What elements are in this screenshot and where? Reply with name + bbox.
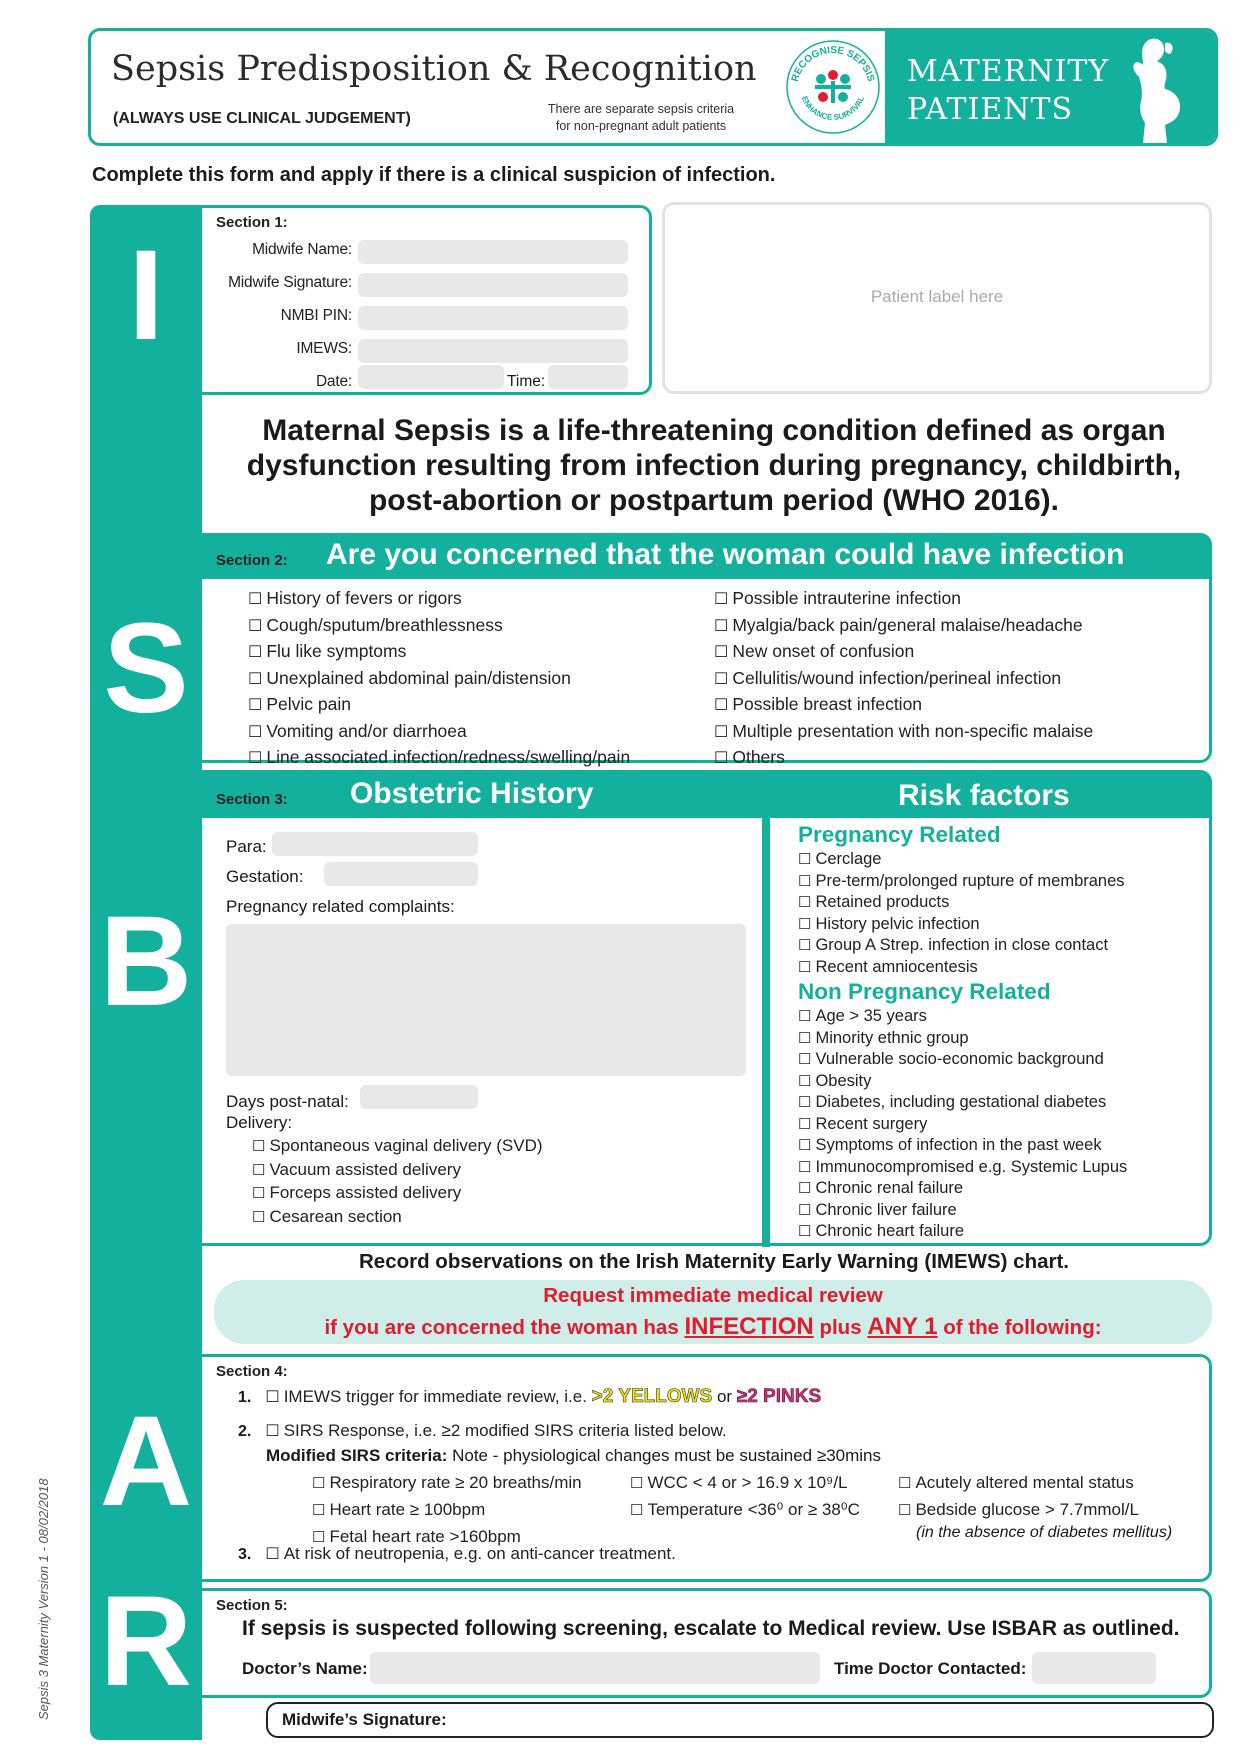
section4-label: Section 4: [216, 1363, 288, 1380]
sirs-response-check[interactable]: ☐ SIRS Response, i.e. ≥2 modified SIRS criteria listed below. [265, 1421, 726, 1440]
diabetes-note: (in the absence of diabetes mellitus) [916, 1524, 1173, 1541]
infection-check-item[interactable]: ☐ Possible breast infection [714, 692, 1093, 719]
section5-label: Section 5: [216, 1597, 288, 1614]
risk-factor-item[interactable]: ☐ Obesity [798, 1071, 1127, 1093]
alert-infection: INFECTION [684, 1313, 814, 1340]
section2-box [202, 533, 1212, 767]
pregnancy-related-heading: Pregnancy Related [798, 822, 1001, 847]
infection-check-item[interactable]: ☐ New onset of confusion [714, 639, 1093, 666]
alert-any-one: ANY 1 [867, 1313, 938, 1340]
para-field[interactable] [272, 832, 478, 856]
alert-line1: Request immediate medical review [543, 1284, 883, 1307]
pregnant-woman-icon [1113, 33, 1193, 145]
neutropenia-check[interactable]: ☐ At risk of neutropenia, e.g. on anti-cancer treatment. [265, 1544, 676, 1563]
date-field[interactable] [358, 365, 504, 389]
risk-factor-item[interactable]: ☐ Vulnerable socio-economic background [798, 1049, 1127, 1071]
criterion-3: 3.☐ At risk of neutropenia, e.g. on anti-cancer treatment. [238, 1542, 676, 1568]
gestation-label: Gestation: [226, 867, 304, 886]
recognise-sepsis-logo [783, 37, 883, 137]
time-field[interactable] [548, 365, 628, 389]
intro-instruction: Complete this form and apply if there is a clinical suspicion of infection. [92, 164, 776, 186]
risk-factor-item[interactable]: ☐ History pelvic infection [798, 914, 1127, 936]
risk-factor-item[interactable]: ☐ Chronic liver failure [798, 1200, 1127, 1222]
time-label: Time: [507, 373, 546, 390]
section3-divider [762, 817, 770, 1247]
alert-line2: if you are concerned the woman has INFECTION plus ANY 1 of the following: [324, 1313, 1102, 1340]
doctor-name-field[interactable] [370, 1652, 820, 1684]
definition-line3: post-abortion or postpartum period (WHO 2016). [368, 484, 1059, 517]
sirs-criterion[interactable]: ☐ Bedside glucose > 7.7mmol/L [898, 1497, 1172, 1524]
infection-check-item[interactable]: ☐ Vomiting and/or diarrhoea [248, 719, 630, 746]
infection-check-item[interactable]: ☐ Line associated infection/redness/swelling/pain [248, 745, 630, 772]
days-postnatal-label: Days post-natal: [226, 1092, 349, 1111]
midwife-name-field[interactable] [358, 240, 628, 264]
delivery-option[interactable]: ☐ Cesarean section [252, 1206, 543, 1230]
imews-trigger-check[interactable]: ☐ IMEWS trigger for immediate review, i.e. [265, 1387, 591, 1406]
maternity-label-line2: PATIENTS [907, 92, 1074, 127]
maternal-sepsis-definition [204, 413, 1224, 518]
section4-box [202, 1354, 1212, 1582]
header [88, 28, 1218, 146]
isbar-letter-a: A [99, 1390, 193, 1533]
infection-check-item[interactable]: ☐ Flu like symptoms [248, 639, 630, 666]
risk-factors-list [798, 821, 1127, 1243]
midwife-name-label: Midwife Name: [252, 241, 352, 258]
definition-line1: Maternal Sepsis is a life-threatening condition defined as organ [262, 414, 1166, 447]
form-title: Sepsis Predisposition & Recognition [111, 49, 757, 89]
sirs-criterion[interactable]: ☐ Respiratory rate ≥ 20 breaths/min [312, 1470, 582, 1497]
isbar-letter-i: I [128, 224, 164, 367]
risk-factor-item[interactable]: ☐ Diabetes, including gestational diabetes [798, 1092, 1127, 1114]
midwife-signature-box[interactable] [266, 1702, 1214, 1738]
delivery-option[interactable]: ☐ Vacuum assisted delivery [252, 1159, 543, 1183]
separate-criteria-note [531, 101, 751, 135]
nmbi-pin-field[interactable] [358, 306, 628, 330]
definition-line2: dysfunction resulting from infection during pregnancy, childbirth, [246, 449, 1182, 482]
sirs-col-2 [630, 1470, 860, 1524]
criterion-2: 2.☐ SIRS Response, i.e. ≥2 modified SIRS criteria listed below. [238, 1419, 727, 1445]
sirs-criterion[interactable]: ☐ Acutely altered mental status [898, 1470, 1172, 1497]
record-observations-note: Record observations on the Irish Maternity Early Warning (IMEWS) chart. [358, 1250, 1070, 1273]
section2-title: Are you concerned that the woman could have infection [326, 538, 1125, 571]
days-postnatal-field[interactable] [360, 1085, 478, 1109]
separate-criteria-line2: for non-pregnant adult patients [555, 119, 727, 133]
infection-signs-left [248, 586, 630, 772]
sirs-criterion[interactable]: ☐ WCC < 4 or > 16.9 x 10⁹/L [630, 1470, 860, 1497]
logo-text-bottom: ENHANCE SURVIVAL [799, 94, 867, 123]
risk-factors-title: Risk factors [898, 779, 1070, 812]
delivery-option[interactable]: ☐ Forceps assisted delivery [252, 1182, 543, 1206]
section1-label: Section 1: [216, 214, 288, 231]
sirs-col-3 [898, 1470, 1172, 1542]
maternity-panel [885, 31, 1218, 146]
infection-check-item[interactable]: ☐ Pelvic pain [248, 692, 630, 719]
section2-label: Section 2: [216, 552, 288, 569]
gestation-field[interactable] [324, 862, 478, 886]
infection-check-item[interactable]: ☐ Others [714, 745, 1093, 772]
yellows-text: >2 YELLOWS [591, 1386, 713, 1407]
sirs-col-1 [312, 1470, 582, 1551]
doctor-name-label: Doctor’s Name: [242, 1659, 368, 1678]
section5-box [202, 1588, 1212, 1698]
date-label: Date: [315, 373, 352, 390]
non-pregnancy-related-heading: Non Pregnancy Related [798, 979, 1051, 1004]
isbar-letter-s: S [103, 597, 189, 740]
infection-check-item[interactable]: ☐ Cellulitis/wound infection/perineal infection [714, 666, 1093, 693]
imews-field[interactable] [358, 339, 628, 363]
risk-factor-item[interactable]: ☐ Recent surgery [798, 1114, 1127, 1136]
risk-factor-item[interactable]: ☐ Chronic heart failure [798, 1221, 1127, 1243]
logo-text-top: RECOGNISE SEPSIS [789, 44, 877, 83]
infection-check-item[interactable]: ☐ Possible intrauterine infection [714, 586, 1093, 613]
patient-label-placeholder: Patient label here [870, 287, 1004, 306]
infection-check-item[interactable]: ☐ Unexplained abdominal pain/distension [248, 666, 630, 693]
risk-factor-item[interactable]: ☐ Age > 35 years [798, 1006, 1127, 1028]
infection-check-item[interactable]: ☐ Cough/sputum/breathlessness [248, 613, 630, 640]
para-label: Para: [226, 837, 267, 856]
complaints-label: Pregnancy related complaints: [226, 897, 455, 916]
criterion-1: 1.☐ IMEWS trigger for immediate review, i.e. >2 YELLOWS or ≥2 PINKS [238, 1385, 821, 1411]
risk-factor-item[interactable]: ☐ Minority ethnic group [798, 1028, 1127, 1050]
modified-sirs-criteria: Modified SIRS criteria: Note - physiological changes must be sustained ≥30mins [266, 1446, 881, 1465]
risk-factor-item[interactable]: ☐ Cerclage [798, 849, 1127, 871]
isbar-letter-r: R [99, 1570, 193, 1713]
midwife-signature-field[interactable] [358, 273, 628, 297]
midwife-signature-label-footer: Midwife’s Signature: [282, 1710, 447, 1729]
medical-review-alert [214, 1280, 1212, 1344]
complaints-field[interactable] [226, 924, 746, 1076]
obstetric-history-title: Obstetric History [350, 777, 594, 810]
separate-criteria-line1: There are separate sepsis criteria [547, 102, 735, 116]
patient-label-box[interactable] [662, 202, 1212, 394]
section3-box [202, 770, 1212, 1246]
time-doctor-contacted-label: Time Doctor Contacted: [834, 1659, 1027, 1678]
risk-factor-item[interactable]: ☐ Retained products [798, 892, 1127, 914]
delivery-option[interactable]: ☐ Spontaneous vaginal delivery (SVD) [252, 1135, 543, 1159]
maternity-label-line1: MATERNITY [907, 54, 1110, 89]
risk-factor-item[interactable]: ☐ Immunocompromised e.g. Systemic Lupus [798, 1157, 1127, 1179]
logo-figures-icon [815, 70, 851, 103]
infection-check-item[interactable]: ☐ History of fevers or rigors [248, 586, 630, 613]
section3-label: Section 3: [216, 791, 288, 808]
risk-factor-item[interactable]: ☐ Chronic renal failure [798, 1178, 1127, 1200]
pinks-text: ≥2 PINKS [736, 1386, 822, 1407]
version-footer: Sepsis 3 Maternity Version 1 - 08/02/2018 [36, 1478, 51, 1720]
nmbi-pin-label: NMBI PIN: [280, 307, 352, 324]
maternity-patients-label [907, 53, 1109, 129]
delivery-options [252, 1135, 543, 1229]
risk-factor-item[interactable]: ☐ Pre-term/prolonged rupture of membranes [798, 871, 1127, 893]
isbar-letter-b: B [99, 890, 193, 1033]
risk-factor-item[interactable]: ☐ Recent amniocentesis [798, 957, 1127, 979]
clinical-judgement-note: (ALWAYS USE CLINICAL JUDGEMENT) [113, 110, 411, 127]
sirs-criterion[interactable]: ☐ Fetal heart rate >160bpm [312, 1524, 582, 1551]
time-doctor-contacted-field[interactable] [1032, 1652, 1156, 1684]
infection-check-item[interactable]: ☐ Multiple presentation with non-specific malaise [714, 719, 1093, 746]
infection-signs-right [714, 586, 1093, 772]
delivery-label: Delivery: [226, 1113, 293, 1132]
section1-box [202, 205, 652, 395]
midwife-signature-label: Midwife Signature: [228, 274, 352, 291]
risk-factor-item[interactable]: ☐ Group A Strep. infection in close contact [798, 935, 1127, 957]
imews-label: IMEWS: [296, 340, 352, 357]
sirs-criterion[interactable]: ☐ Temperature <36⁰ or ≥ 38⁰C [630, 1497, 860, 1524]
risk-factor-item[interactable]: ☐ Symptoms of infection in the past week [798, 1135, 1127, 1157]
sirs-criterion[interactable]: ☐ Heart rate ≥ 100bpm [312, 1497, 582, 1524]
infection-check-item[interactable]: ☐ Myalgia/back pain/general malaise/headache [714, 613, 1093, 640]
escalation-instruction: If sepsis is suspected following screening, escalate to Medical review. Use ISBAR as outlined. [242, 1617, 1180, 1640]
